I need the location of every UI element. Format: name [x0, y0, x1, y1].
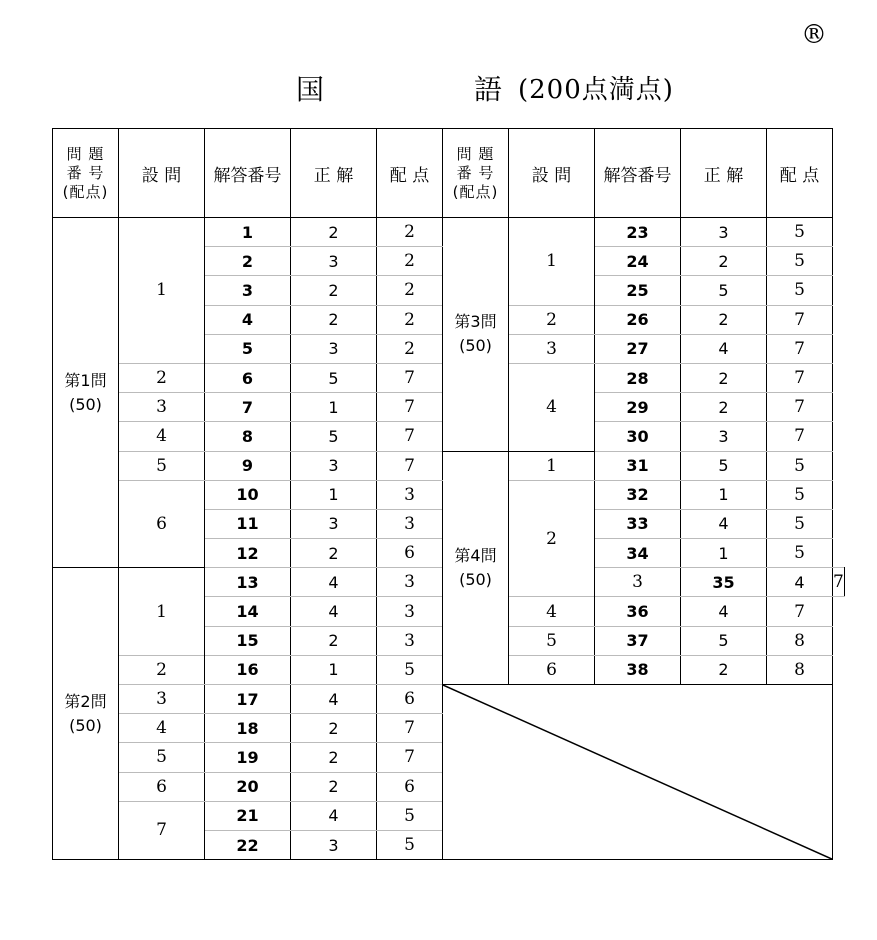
correct-answer-cell: 2 — [291, 772, 377, 801]
points-cell: 5 — [767, 247, 833, 276]
correct-answer-cell: 4 — [767, 568, 833, 597]
points-cell: 8 — [767, 626, 833, 655]
sub-question-cell: 7 — [119, 801, 205, 859]
points-cell: 3 — [377, 597, 443, 626]
answer-no-cell: 1 — [205, 218, 291, 247]
correct-answer-cell: 4 — [291, 597, 377, 626]
answer-no-cell: 11 — [205, 509, 291, 538]
points-cell: 2 — [377, 276, 443, 305]
title-subject-2: 語 — [474, 73, 503, 106]
correct-answer-cell: 5 — [291, 363, 377, 392]
sub-question-cell: 1 — [119, 568, 205, 656]
header-question-no: 問 題 番 号 (配点) — [53, 129, 119, 218]
correct-answer-cell: 5 — [681, 276, 767, 305]
correct-answer-cell: 2 — [681, 363, 767, 392]
sub-question-cell: 5 — [119, 743, 205, 772]
points-cell: 5 — [767, 480, 833, 509]
points-cell: 7 — [377, 714, 443, 743]
answer-no-cell: 18 — [205, 714, 291, 743]
header-points: 配 点 — [767, 129, 833, 218]
title-points: (200点満点) — [518, 75, 674, 105]
points-cell: 5 — [377, 801, 443, 830]
correct-answer-cell: 4 — [291, 685, 377, 714]
points-cell: 7 — [377, 363, 443, 392]
title-subject-1: 国 — [296, 73, 325, 106]
sub-question-cell: 6 — [119, 480, 205, 568]
header-answer-no: 解答番号 — [205, 129, 291, 218]
header-sub-question: 設 問 — [509, 129, 595, 218]
points-cell: 7 — [767, 422, 833, 451]
points-cell: 3 — [377, 568, 443, 597]
correct-answer-cell: 3 — [681, 422, 767, 451]
answer-table — [52, 128, 845, 860]
correct-answer-cell: 2 — [681, 655, 767, 684]
correct-answer-cell: 3 — [291, 830, 377, 859]
points-cell: 3 — [377, 626, 443, 655]
sub-question-cell: 6 — [119, 772, 205, 801]
correct-answer-cell: 1 — [291, 655, 377, 684]
points-cell: 7 — [377, 451, 443, 480]
sub-question-cell: 1 — [509, 451, 595, 480]
correct-answer-cell: 2 — [291, 743, 377, 772]
answer-no-cell: 14 — [205, 597, 291, 626]
header-question-no: 問 題 番 号 (配点) — [443, 129, 509, 218]
sub-question-cell: 3 — [509, 334, 595, 363]
answer-no-cell: 21 — [205, 801, 291, 830]
sub-question-cell: 6 — [509, 655, 595, 684]
sub-question-cell: 2 — [509, 480, 595, 597]
correct-answer-cell: 1 — [291, 480, 377, 509]
diagonal-line — [443, 685, 832, 859]
table-row — [53, 685, 845, 714]
points-cell: 7 — [767, 393, 833, 422]
answer-no-cell: 31 — [595, 451, 681, 480]
correct-answer-cell: 2 — [291, 539, 377, 568]
header-correct: 正 解 — [291, 129, 377, 218]
answer-no-cell: 28 — [595, 363, 681, 392]
points-cell: 5 — [377, 830, 443, 859]
sub-question-cell: 5 — [509, 626, 595, 655]
answer-no-cell: 37 — [595, 626, 681, 655]
answer-no-cell: 16 — [205, 655, 291, 684]
answer-no-cell: 36 — [595, 597, 681, 626]
points-cell: 7 — [377, 743, 443, 772]
correct-answer-cell: 5 — [681, 451, 767, 480]
answer-no-cell: 25 — [595, 276, 681, 305]
answer-no-cell: 33 — [595, 509, 681, 538]
correct-answer-cell: 2 — [291, 305, 377, 334]
answer-no-cell: 5 — [205, 334, 291, 363]
correct-answer-cell: 1 — [681, 539, 767, 568]
points-cell: 8 — [767, 655, 833, 684]
question-cell-2: 第2問 (50) — [53, 568, 119, 860]
header-row — [53, 129, 845, 218]
answer-no-cell: 9 — [205, 451, 291, 480]
question-cell-4: 第4問 (50) — [443, 451, 509, 685]
points-cell: 7 — [377, 422, 443, 451]
points-cell: 5 — [767, 218, 833, 247]
correct-answer-cell: 3 — [681, 218, 767, 247]
points-cell: 6 — [377, 772, 443, 801]
correct-answer-cell: 4 — [291, 568, 377, 597]
points-cell: 7 — [767, 597, 833, 626]
sub-question-cell: 3 — [595, 568, 681, 597]
correct-answer-cell: 2 — [681, 393, 767, 422]
answer-no-cell: 2 — [205, 247, 291, 276]
table-row — [53, 218, 845, 247]
page-title — [0, 72, 877, 112]
correct-answer-cell: 2 — [291, 276, 377, 305]
answer-no-cell: 12 — [205, 539, 291, 568]
answer-no-cell: 8 — [205, 422, 291, 451]
answer-no-cell: 29 — [595, 393, 681, 422]
answer-no-cell: 30 — [595, 422, 681, 451]
points-cell: 5 — [767, 539, 833, 568]
correct-answer-cell: 4 — [681, 334, 767, 363]
answer-no-cell: 22 — [205, 830, 291, 859]
correct-answer-cell: 4 — [681, 597, 767, 626]
points-cell: 7 — [767, 363, 833, 392]
correct-answer-cell: 5 — [291, 422, 377, 451]
sub-question-cell: 1 — [119, 218, 205, 364]
question-cell-1: 第1問 (50) — [53, 218, 119, 568]
points-cell: 5 — [767, 509, 833, 538]
header-correct: 正 解 — [681, 129, 767, 218]
points-cell: 2 — [377, 247, 443, 276]
answer-no-cell: 7 — [205, 393, 291, 422]
correct-answer-cell: 3 — [291, 451, 377, 480]
answer-no-cell: 20 — [205, 772, 291, 801]
sub-question-cell: 4 — [119, 714, 205, 743]
registered-mark: ® — [801, 20, 827, 50]
sub-question-cell: 2 — [119, 655, 205, 684]
sub-question-cell: 4 — [509, 597, 595, 626]
points-cell: 2 — [377, 305, 443, 334]
table-row — [53, 451, 845, 480]
sub-question-cell: 4 — [119, 422, 205, 451]
points-cell: 6 — [377, 685, 443, 714]
points-cell: 6 — [377, 539, 443, 568]
points-cell: 7 — [767, 334, 833, 363]
correct-answer-cell: 3 — [291, 247, 377, 276]
points-cell: 5 — [767, 276, 833, 305]
blank-diagonal-area — [443, 685, 833, 860]
sub-question-cell: 4 — [509, 363, 595, 451]
header-answer-no: 解答番号 — [595, 129, 681, 218]
correct-answer-cell: 5 — [681, 626, 767, 655]
correct-answer-cell: 4 — [291, 801, 377, 830]
answer-no-cell: 38 — [595, 655, 681, 684]
correct-answer-cell: 2 — [291, 714, 377, 743]
answer-no-cell: 15 — [205, 626, 291, 655]
correct-answer-cell: 2 — [681, 247, 767, 276]
points-cell: 7 — [833, 568, 845, 597]
answer-no-cell: 19 — [205, 743, 291, 772]
sub-question-cell: 2 — [119, 363, 205, 392]
points-cell: 2 — [377, 334, 443, 363]
answer-no-cell: 27 — [595, 334, 681, 363]
correct-answer-cell: 4 — [681, 509, 767, 538]
answer-no-cell: 26 — [595, 305, 681, 334]
answer-no-cell: 10 — [205, 480, 291, 509]
sub-question-cell: 3 — [119, 685, 205, 714]
points-cell: 2 — [377, 218, 443, 247]
correct-answer-cell: 2 — [291, 626, 377, 655]
points-cell: 5 — [767, 451, 833, 480]
correct-answer-cell: 2 — [681, 305, 767, 334]
question-cell-3: 第3問 (50) — [443, 218, 509, 452]
answer-no-cell: 3 — [205, 276, 291, 305]
sub-question-cell: 3 — [119, 393, 205, 422]
points-cell: 7 — [377, 393, 443, 422]
answer-no-cell: 6 — [205, 363, 291, 392]
answer-no-cell: 35 — [681, 568, 767, 597]
answer-no-cell: 34 — [595, 539, 681, 568]
answer-no-cell: 17 — [205, 685, 291, 714]
points-cell: 3 — [377, 480, 443, 509]
correct-answer-cell: 3 — [291, 509, 377, 538]
answer-no-cell: 13 — [205, 568, 291, 597]
header-sub-question: 設 問 — [119, 129, 205, 218]
answer-no-cell: 23 — [595, 218, 681, 247]
sub-question-cell: 5 — [119, 451, 205, 480]
correct-answer-cell: 3 — [291, 334, 377, 363]
answer-no-cell: 24 — [595, 247, 681, 276]
points-cell: 5 — [377, 655, 443, 684]
answer-no-cell: 32 — [595, 480, 681, 509]
sub-question-cell: 1 — [509, 218, 595, 306]
correct-answer-cell: 1 — [291, 393, 377, 422]
header-points: 配 点 — [377, 129, 443, 218]
correct-answer-cell: 1 — [681, 480, 767, 509]
points-cell: 7 — [767, 305, 833, 334]
answer-no-cell: 4 — [205, 305, 291, 334]
points-cell: 3 — [377, 509, 443, 538]
sub-question-cell: 2 — [509, 305, 595, 334]
correct-answer-cell: 2 — [291, 218, 377, 247]
